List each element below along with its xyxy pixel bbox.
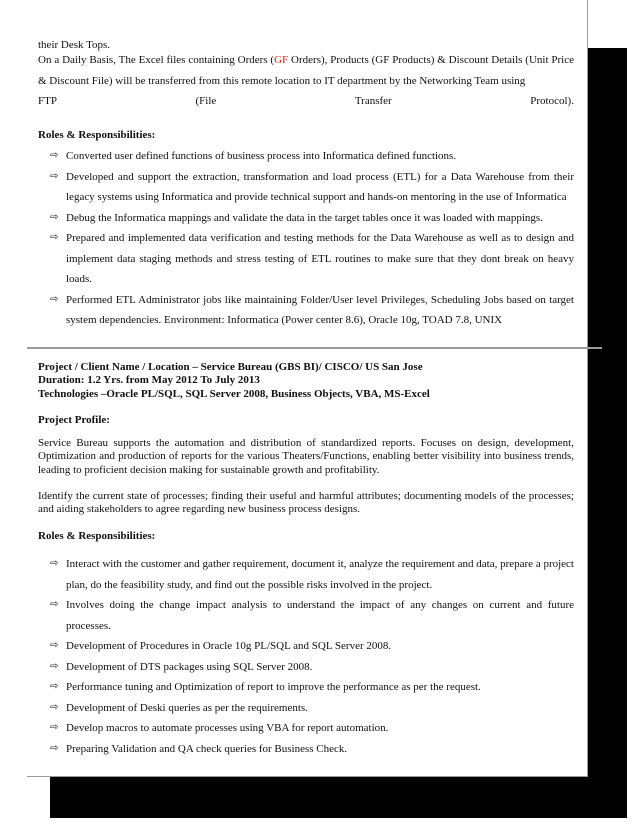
list-item-text: Interact with the customer and gather requirement, document it, analyze the requirement and data, prepare a project plan, do the feasibility study, and find out the possible risks involved in the project. bbox=[66, 558, 574, 591]
project-header bbox=[38, 361, 574, 401]
project-profile-paragraph: Service Bureau supports the automation and distribution of standardized reports. Focuses on design, development, Optimization and production of reports for the various Theaters/Functions, enabling better visibility into business trends, leading to proficient decision making for sustainable growth and profitability. bbox=[38, 437, 574, 476]
list-item-text: Preparing Validation and QA check queries for Business Check. bbox=[66, 742, 348, 755]
list-item bbox=[38, 208, 574, 229]
arrow-bullet-icon: ⇨ bbox=[50, 558, 59, 569]
page-shadow-bottom bbox=[50, 776, 627, 818]
list-item-text: Converted user defined functions of business process into Informatica defined functions. bbox=[66, 150, 457, 162]
arrow-bullet-icon: ⇨ bbox=[50, 599, 59, 610]
project-technologies-line: Technologies –Oracle PL/SQL, SQL Server 2008, Business Objects, VBA, MS-Excel bbox=[38, 387, 430, 400]
list-item-text: Prepared and implemented data verification and testing methods for the Data Warehouse as well as to design and implement data staging methods and stress testing of ETL routines to make sure that they dont break on heavy loads. bbox=[66, 232, 574, 285]
list-item-text: Debug the Informatica mappings and validate the data in the target tables once it was loaded with mappings. bbox=[66, 211, 543, 224]
ftp-word: Protocol). bbox=[530, 95, 574, 107]
intro-line: their Desk Tops. bbox=[38, 39, 111, 51]
list-item-text: Involves doing the change impact analysis to understand the impact of any changes on current and future processes. bbox=[66, 599, 574, 632]
arrow-bullet-icon: ⇨ bbox=[50, 640, 59, 651]
project-client-line: Project / Client Name / Location – Service Bureau (GBS BI)/ CISCO/ US San Jose bbox=[38, 361, 423, 373]
list-item-text: Development of Procedures in Oracle 10g PL/SQL and SQL Server 2008. bbox=[66, 640, 392, 652]
list-item bbox=[38, 636, 574, 657]
list-item bbox=[38, 554, 574, 595]
daily-text-part2: Orders), Products (GF Products) & Discount Details (Unit Price & Discount File) will be transferred from this remote location to IT department by the Networking Team using bbox=[38, 54, 574, 87]
daily-transfer-paragraph bbox=[38, 50, 574, 112]
list-item bbox=[38, 228, 574, 290]
list-item bbox=[38, 698, 574, 719]
roles-heading-2: Roles & Responsibilities: bbox=[38, 530, 156, 542]
arrow-bullet-icon: ⇨ bbox=[50, 211, 59, 223]
list-item-text: Develop macros to automate processes using VBA for report automation. bbox=[66, 722, 389, 734]
list-item bbox=[38, 146, 574, 167]
list-item-text: Development of DTS packages using SQL Server 2008. bbox=[66, 660, 313, 673]
roles-list-2 bbox=[38, 554, 574, 759]
arrow-bullet-icon: ⇨ bbox=[50, 660, 59, 672]
process-paragraph: Identify the current state of processes; finding their useful and harmful attributes; documenting models of the processes; and aiding stakeholders to agree regarding new business process designs. bbox=[38, 490, 574, 516]
page-shadow-right bbox=[587, 48, 627, 818]
gf-highlight: GF bbox=[274, 54, 289, 66]
ftp-word: (File bbox=[195, 95, 217, 107]
list-item bbox=[38, 739, 574, 760]
ftp-word: FTP bbox=[38, 95, 57, 107]
list-item-text: Developed and support the extraction, transformation and load process (ETL) for a Data Warehouse from their legacy systems using Informatica and provide technical support and hands-on mentoring in the use of Informatica bbox=[66, 170, 574, 203]
list-item-text: Performed ETL Administrator jobs like maintaining Folder/User level Privileges, Scheduling Jobs based on target system dependencies. Environment: Informatica (Power center 8.6), Oracle 10g, TOAD 7.8, UNIX bbox=[66, 293, 574, 326]
roles-list-1 bbox=[38, 146, 574, 331]
arrow-bullet-icon: ⇨ bbox=[50, 722, 59, 733]
list-item bbox=[38, 290, 574, 331]
arrow-bullet-icon: ⇨ bbox=[50, 293, 59, 305]
list-item-text: Performance tuning and Optimization of report to improve the performance as per the request. bbox=[66, 681, 481, 693]
arrow-bullet-icon: ⇨ bbox=[50, 742, 59, 754]
list-item bbox=[38, 595, 574, 636]
ftp-line bbox=[38, 91, 574, 112]
list-item bbox=[38, 718, 574, 739]
daily-text-part1: On a Daily Basis, The Excel files containing Orders ( bbox=[38, 54, 275, 66]
arrow-bullet-icon: ⇨ bbox=[50, 681, 59, 692]
arrow-bullet-icon: ⇨ bbox=[50, 150, 59, 161]
list-item-text: Development of Deski queries as per the requirements. bbox=[66, 701, 308, 714]
project-duration-line: Duration: 1.2 Yrs. from May 2012 To July 2013 bbox=[38, 374, 260, 387]
list-item bbox=[38, 677, 574, 698]
list-item bbox=[38, 657, 574, 678]
arrow-bullet-icon: ⇨ bbox=[50, 701, 59, 713]
roles-heading-1: Roles & Responsibilities: bbox=[38, 129, 156, 141]
project-profile-heading: Project Profile: bbox=[38, 414, 110, 426]
ftp-word: Transfer bbox=[354, 95, 392, 107]
arrow-bullet-icon: ⇨ bbox=[50, 170, 59, 182]
section-divider bbox=[27, 347, 602, 349]
list-item bbox=[38, 167, 574, 208]
arrow-bullet-icon: ⇨ bbox=[50, 232, 59, 243]
